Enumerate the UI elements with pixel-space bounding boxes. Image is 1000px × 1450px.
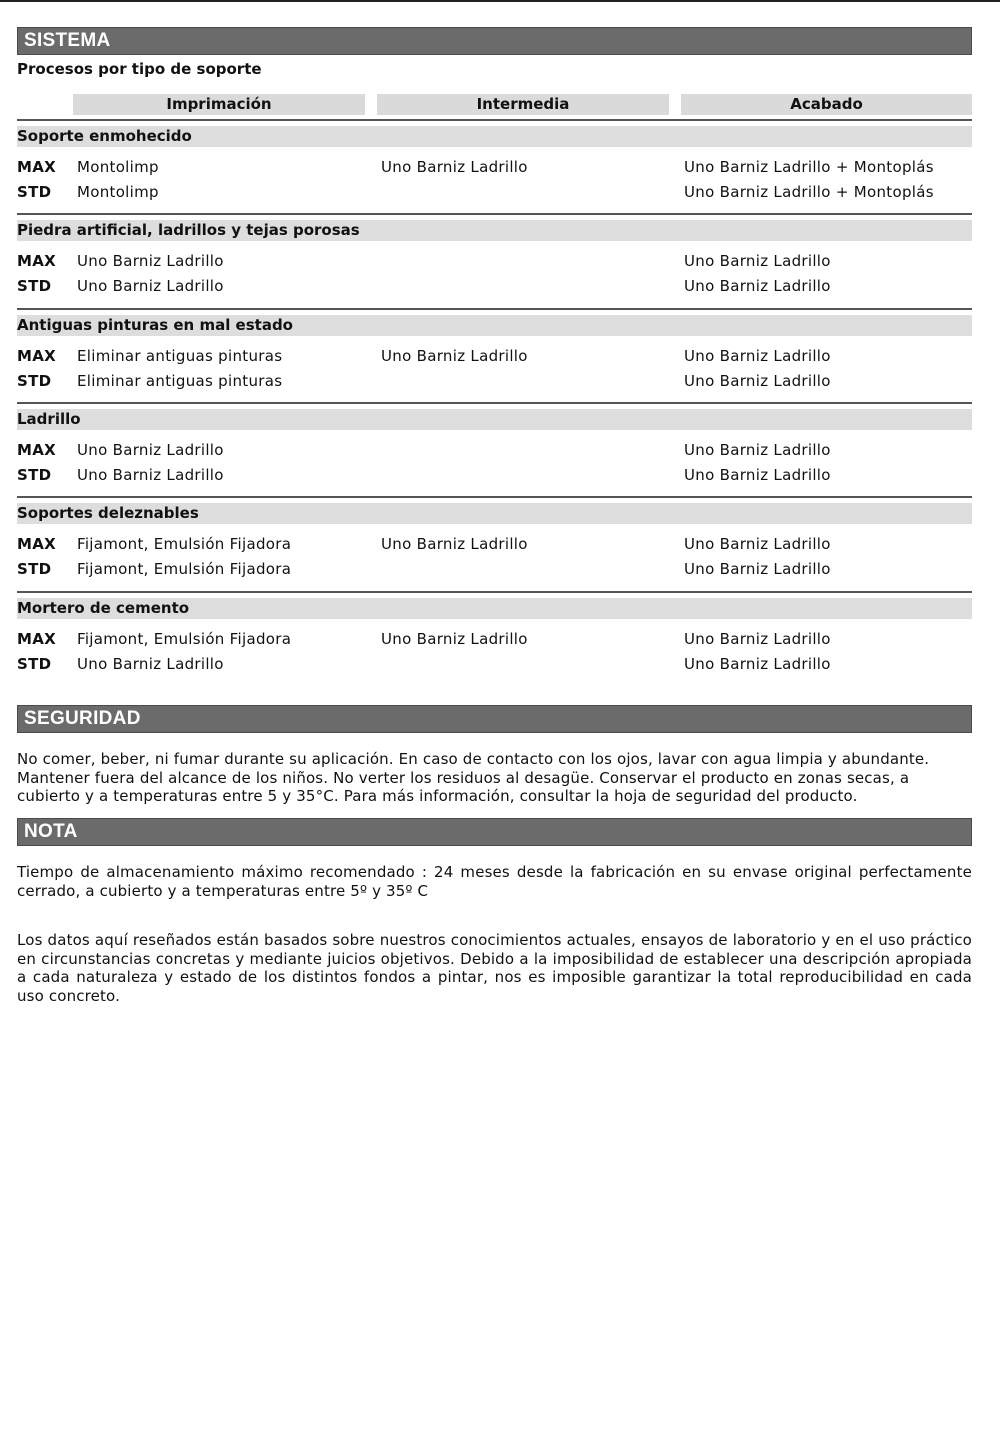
cell-acabado: Uno Barniz Ladrillo [684,630,831,648]
cell-imprimacion: Eliminar antiguas pinturas [77,372,283,390]
nota-storage-text: Tiempo de almacenamiento máximo recomendado : 24 meses desde la fabricación en su envase original perfectamente cerrado, a cubierto y a temperaturas entre 5º y 35º C [17,863,972,900]
sistema-section-header: SISTEMA [17,27,972,55]
row-level-max: MAX [17,535,57,553]
cell-acabado: Uno Barniz Ladrillo [684,560,831,578]
row-level-max: MAX [17,347,57,365]
column-header-imprimacion: Imprimación [73,94,365,115]
sistema-subtitle: Procesos por tipo de soporte [17,60,262,78]
cell-imprimacion: Eliminar antiguas pinturas [77,347,283,365]
cell-imprimacion: Uno Barniz Ladrillo [77,441,224,459]
row-level-max: MAX [17,252,57,270]
seguridad-text: No comer, beber, ni fumar durante su aplicación. En caso de contacto con los ojos, lavar con agua limpia y abundante. Mantener fuera del alcance de los niños. No verter los residuos al desagüe. Conservar el producto en zonas secas, a cubierto y a temperaturas entre 5 y 35°C. Para más información, consultar la hoja de seguridad del producto. [17,750,930,805]
group-divider [17,402,972,404]
cell-imprimacion: Montolimp [77,158,159,176]
row-level-max: MAX [17,630,57,648]
group-title: Soportes deleznables [17,503,972,524]
group-title: Ladrillo [17,409,972,430]
cell-acabado: Uno Barniz Ladrillo + Montoplás [684,158,934,176]
cell-imprimacion: Uno Barniz Ladrillo [77,252,224,270]
top-rule [0,0,1000,2]
row-level-std: STD [17,372,52,390]
group-divider [17,496,972,498]
row-level-std: STD [17,277,52,295]
row-level-std: STD [17,183,52,201]
cell-acabado: Uno Barniz Ladrillo [684,441,831,459]
group-title: Antiguas pinturas en mal estado [17,315,972,336]
column-header-acabado: Acabado [681,94,972,115]
group-title: Soporte enmohecido [17,126,972,147]
column-header-intermedia: Intermedia [377,94,669,115]
cell-imprimacion: Uno Barniz Ladrillo [77,655,224,673]
cell-intermedia: Uno Barniz Ladrillo [381,630,528,648]
cell-acabado: Uno Barniz Ladrillo [684,252,831,270]
group-divider [17,119,972,121]
cell-acabado: Uno Barniz Ladrillo [684,372,831,390]
cell-imprimacion: Uno Barniz Ladrillo [77,277,224,295]
group-divider [17,308,972,310]
row-level-std: STD [17,466,52,484]
seguridad-section-header: SEGURIDAD [17,705,972,733]
row-level-max: MAX [17,441,57,459]
cell-imprimacion: Montolimp [77,183,159,201]
cell-acabado: Uno Barniz Ladrillo [684,655,831,673]
row-level-std: STD [17,655,52,673]
cell-imprimacion: Fijamont, Emulsión Fijadora [77,630,292,648]
cell-acabado: Uno Barniz Ladrillo [684,277,831,295]
row-level-max: MAX [17,158,57,176]
group-divider [17,591,972,593]
cell-intermedia: Uno Barniz Ladrillo [381,535,528,553]
group-divider [17,213,972,215]
group-title: Mortero de cemento [17,598,972,619]
cell-acabado: Uno Barniz Ladrillo [684,535,831,553]
cell-intermedia: Uno Barniz Ladrillo [381,347,528,365]
cell-acabado: Uno Barniz Ladrillo [684,347,831,365]
cell-acabado: Uno Barniz Ladrillo [684,466,831,484]
group-title: Piedra artificial, ladrillos y tejas porosas [17,220,972,241]
row-level-std: STD [17,560,52,578]
cell-acabado: Uno Barniz Ladrillo + Montoplás [684,183,934,201]
cell-imprimacion: Fijamont, Emulsión Fijadora [77,535,292,553]
cell-imprimacion: Uno Barniz Ladrillo [77,466,224,484]
cell-intermedia: Uno Barniz Ladrillo [381,158,528,176]
nota-disclaimer-text: Los datos aquí reseñados están basados sobre nuestros conocimientos actuales, ensayos de laboratorio y en el uso práctico en circunstancias concretas y mediante juicios objetivos. Debido a la imposibilidad de establecer una descripción apropiada a cada naturaleza y estado de los distintos fondos a pintar, nos es imposible garantizar la total reproducibilidad en cada uso concreto. [17,931,972,1005]
cell-imprimacion: Fijamont, Emulsión Fijadora [77,560,292,578]
nota-section-header: NOTA [17,818,972,846]
